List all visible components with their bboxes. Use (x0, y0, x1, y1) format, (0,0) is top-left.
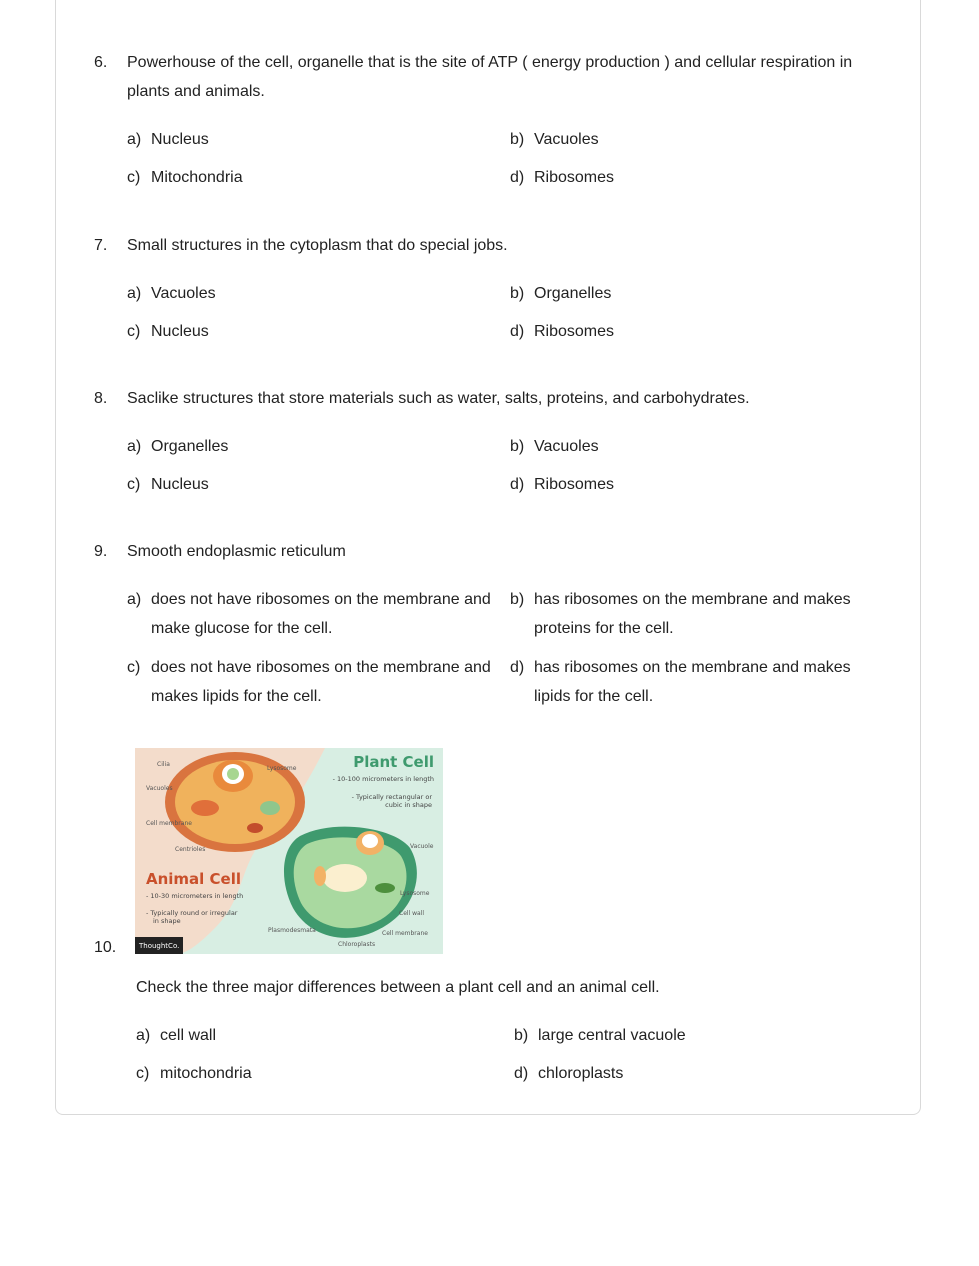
label-cell-membrane-plant: Cell membrane (382, 930, 428, 937)
option-text: Nucleus (151, 323, 209, 340)
option-text: Nucleus (151, 131, 209, 148)
option-d[interactable] (510, 163, 870, 192)
option-text: does not have ribosomes on the membrane and makes lipids for the cell. (151, 659, 491, 705)
option-a[interactable] (127, 125, 502, 154)
animal-shape-1: - Typically round or irregular (146, 909, 238, 917)
question-text: Smooth endoplasmic reticulum (127, 543, 346, 560)
option-a[interactable] (127, 279, 502, 308)
label-lysosome-animal: Lysosome (267, 765, 297, 772)
question-number: 8. (94, 390, 108, 407)
label-lysosome-plant: Lysosome (400, 890, 430, 897)
option-text: does not have ribosomes on the membrane and make glucose for the cell. (151, 591, 491, 637)
label-centrioles: Centrioles (175, 846, 206, 853)
option-label: a) (127, 131, 142, 148)
option-label: a) (127, 438, 142, 455)
option-a[interactable] (127, 585, 505, 643)
option-label: b) (510, 131, 525, 148)
option-label: c) (127, 169, 141, 186)
option-label: c) (136, 1065, 150, 1082)
question-number: 7. (94, 237, 108, 254)
option-label: b) (510, 591, 525, 608)
option-label: b) (514, 1027, 529, 1044)
option-label: b) (510, 285, 525, 302)
option-text: Vacuoles (151, 285, 216, 302)
option-label: c) (127, 659, 141, 676)
option-c[interactable] (127, 317, 502, 346)
label-vacuole-plant: Vacuole (410, 843, 434, 850)
question-text: Saclike structures that store materials such as water, salts, proteins, and carbohydrates. (127, 390, 750, 407)
brand-logo: ThoughtCo. (139, 942, 180, 950)
label-cilia: Cilia (157, 761, 170, 768)
question-text: Check the three major differences between a plant cell and an animal cell. (136, 979, 660, 996)
option-text: Organelles (534, 285, 612, 302)
option-label: a) (127, 285, 142, 302)
option-text: cell wall (160, 1027, 217, 1044)
option-text: has ribosomes on the membrane and makes lipids for the cell. (534, 659, 851, 705)
option-label: d) (510, 476, 525, 493)
label-vacuoles: Vacuoles (146, 785, 173, 792)
option-text: Vacuoles (534, 131, 599, 148)
option-label: d) (510, 169, 525, 186)
option-b[interactable] (510, 125, 870, 154)
option-c[interactable] (136, 1059, 506, 1088)
question-number: 9. (94, 543, 108, 560)
option-b[interactable] (510, 585, 870, 643)
option-d[interactable] (514, 1059, 874, 1088)
cell-diagram (135, 748, 443, 954)
option-text: Mitochondria (151, 169, 243, 186)
question-text: Small structures in the cytoplasm that do special jobs. (127, 237, 508, 254)
option-a[interactable] (136, 1021, 506, 1050)
animal-shape-2: in shape (153, 917, 181, 925)
plant-title: Plant Cell (353, 753, 434, 771)
option-text: Nucleus (151, 476, 209, 493)
option-a[interactable] (127, 432, 502, 461)
option-label: d) (510, 659, 525, 676)
label-plasmodesmata: Plasmodesmata (268, 927, 316, 934)
option-b[interactable] (510, 432, 870, 461)
plant-animal-cell-image (135, 748, 443, 954)
option-b[interactable] (514, 1021, 874, 1050)
label-cell-wall: Cell wall (399, 910, 425, 917)
question-number: 6. (94, 54, 108, 71)
option-text: Organelles (151, 438, 229, 455)
option-text: chloroplasts (538, 1065, 624, 1082)
option-text: large central vacuole (538, 1027, 686, 1044)
option-d[interactable] (510, 317, 870, 346)
question-text: Powerhouse of the cell, organelle that is the site of ATP ( energy production ) and cellular respiration in plants and animals. (127, 54, 853, 100)
option-text: Ribosomes (534, 323, 615, 340)
animal-title: Animal Cell (146, 870, 242, 888)
label-cell-membrane-animal: Cell membrane (146, 820, 192, 827)
option-label: c) (127, 323, 141, 340)
option-label: b) (510, 438, 525, 455)
option-label: d) (510, 323, 525, 340)
option-label: a) (127, 591, 142, 608)
option-c[interactable] (127, 163, 502, 192)
option-text: mitochondria (160, 1065, 252, 1082)
option-d[interactable] (510, 470, 870, 499)
option-label: c) (127, 476, 141, 493)
plant-shape-1: - Typically rectangular or (351, 793, 432, 801)
option-text: has ribosomes on the membrane and makes proteins for the cell. (534, 591, 851, 637)
plant-shape-2: cubic in shape (385, 801, 432, 809)
animal-size: - 10-30 micrometers in length (146, 892, 244, 900)
label-chloroplasts: Chloroplasts (338, 941, 376, 948)
option-text: Ribosomes (534, 169, 615, 186)
option-label: d) (514, 1065, 529, 1082)
plant-size: - 10-100 micrometers in length (332, 775, 434, 783)
option-c[interactable] (127, 470, 502, 499)
option-text: Vacuoles (534, 438, 599, 455)
option-label: a) (136, 1027, 151, 1044)
option-d[interactable] (510, 653, 870, 711)
option-b[interactable] (510, 279, 870, 308)
option-c[interactable] (127, 653, 505, 711)
option-text: Ribosomes (534, 476, 615, 493)
question-number: 10. (94, 939, 117, 956)
